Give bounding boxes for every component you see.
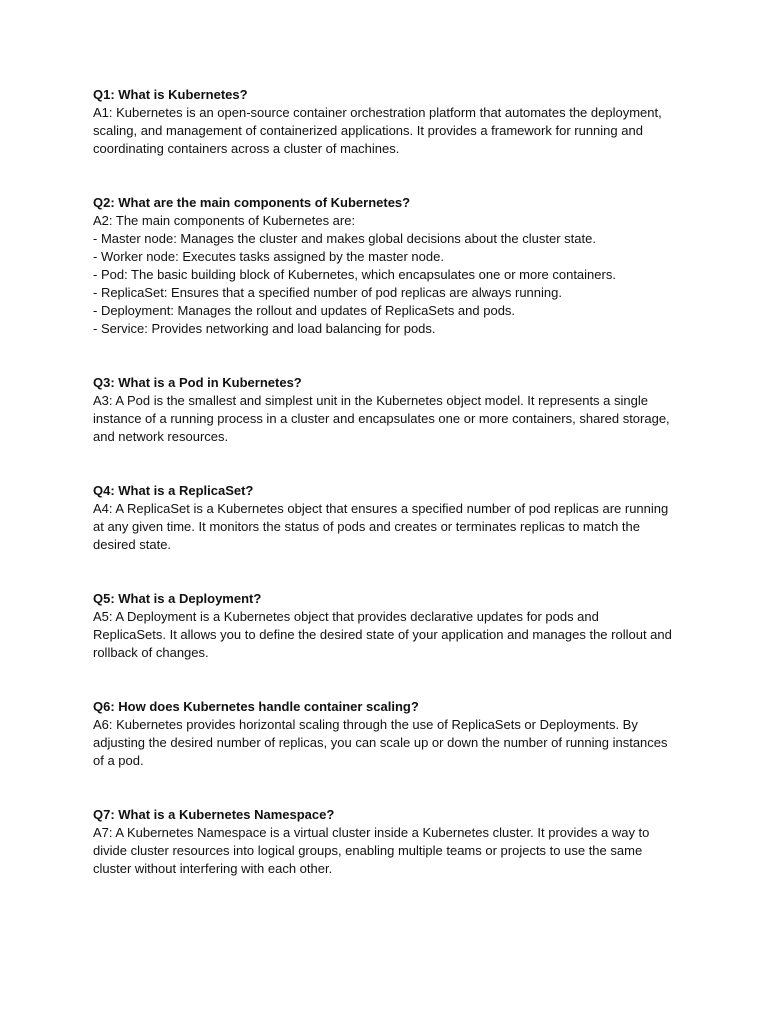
answer-text: A7: A Kubernetes Namespace is a virtual cluster inside a Kubernetes cluster. It provides a way to divide cluster resources into logical groups, enabling multiple teams or projects to use the same cluster without interfering with each other. (93, 825, 650, 876)
list-item: - Deployment: Manages the rollout and updates of ReplicaSets and pods. (93, 303, 516, 318)
list-item: - ReplicaSet: Ensures that a specified number of pod replicas are always running. (93, 285, 562, 300)
question-heading: Q2: What are the main components of Kubernetes? (93, 195, 411, 210)
qa-block-6 (93, 698, 675, 770)
question-heading: Q1: What is Kubernetes? (93, 87, 248, 102)
answer-text: A6: Kubernetes provides horizontal scaling through the use of ReplicaSets or Deployments. By adjusting the desired number of replicas, you can scale up or down the number of running instances of a pod. (93, 717, 668, 768)
qa-block-4 (93, 482, 675, 554)
question-heading: Q4: What is a ReplicaSet? (93, 483, 254, 498)
qa-block-2 (93, 194, 675, 338)
qa-block-3 (93, 374, 675, 446)
list-item: - Pod: The basic building block of Kubernetes, which encapsulates one or more containers. (93, 267, 616, 282)
answer-text: A4: A ReplicaSet is a Kubernetes object that ensures a specified number of pod replicas are running at any given time. It monitors the status of pods and creates or terminates replicas to match the desired state. (93, 501, 669, 552)
question-heading: Q6: How does Kubernetes handle container scaling? (93, 699, 419, 714)
answer-text: A5: A Deployment is a Kubernetes object that provides declarative updates for pods and ReplicaSets. It allows you to define the desired state of your application and manages the rollout and rollback of changes. (93, 609, 672, 660)
qa-block-7 (93, 806, 675, 878)
components-list (93, 230, 675, 338)
qa-block-1 (93, 86, 675, 158)
answer-text: A3: A Pod is the smallest and simplest unit in the Kubernetes object model. It represents a single instance of a running process in a cluster and encapsulates one or more containers, shared storage, and network resources. (93, 393, 670, 444)
answer-intro: A2: The main components of Kubernetes are: (93, 213, 356, 228)
list-item: - Service: Provides networking and load balancing for pods. (93, 321, 436, 336)
question-heading: Q5: What is a Deployment? (93, 591, 262, 606)
question-heading: Q3: What is a Pod in Kubernetes? (93, 375, 302, 390)
qa-block-5 (93, 590, 675, 662)
question-heading: Q7: What is a Kubernetes Namespace? (93, 807, 335, 822)
list-item: - Master node: Manages the cluster and makes global decisions about the cluster state. (93, 231, 596, 246)
list-item: - Worker node: Executes tasks assigned by the master node. (93, 249, 444, 264)
answer-text: A1: Kubernetes is an open-source container orchestration platform that automates the deployment, scaling, and management of containerized applications. It provides a framework for running and coordinating containers across a cluster of machines. (93, 105, 662, 156)
